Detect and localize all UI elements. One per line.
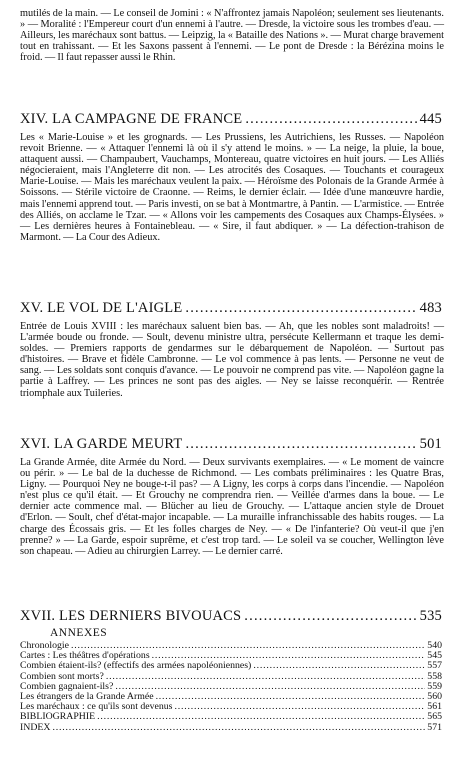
chapter-summary-xv: Entrée de Louis XVIII : les maréchaux saluent bien bas. — Ah, que les nobles sont maladroits! — L'armée boude ou fronde. — Soult, devenu ministre ultra, persécute Kellermann et traque les demi-soldes. — Premiers rapports de gendarmes sur le débarquement de Napoléon. — Surtout pas d'histoires. — Brave et fidèle Cambronne. — Le vol commence à pas lents. — Personne ne veut de sang. — Les soldats sont conquis d'avance. — Le pouvoir ne comprend pas vite. — Napoléon gagne la partie à Laffrey. — Les princes ne sont pas des aigles. — Ney se laisse reconquérir. — Rentrée triomphale aux Tuileries. [20, 321, 444, 399]
chapter-title: XV. LE VOL DE L'AIGLE [20, 300, 183, 316]
chapter-summary-xiv: Les « Marie-Louise » et les grognards. — Les Prussiens, les Autrichiens, les Russes. — Napoléon revoit Brienne. — « Attaquer l'ennemi là où il s'y attend le moins. » — La neige, la pluie, la boue, attaquent aussi. — Champaubert, Vauchamps, Montereau, quatre victoires en huit jours. — Les Alliés négocieraient, mais l'Angleterre dit non. — Les atrocités des Cosaques. — Touchants et courageux Marie-Louise. — Mais les maréchaux veulent la paix. — Héroïsme des Polonais de la Grande Armée à Soissons. — Stérile victoire de Craonne. — Reims, le dernier éclair. — Idée d'une manœuvre hardie, mais l'ennemi apprend tout. — Paris investi, on se bat à Montmartre, à Pantin. — L'armistice. — Entrée des Alliés, on acclame le Tzar. — « Allons voir les campements des Cosaques aux Champs-Élysées. » — Les dernières heures à Fontainebleau. — « Sire, il faut abdiquer. » — La défection-trahison de Marmont. — La Cour des Adieux. [20, 132, 444, 243]
annex-page-number: 565 [427, 711, 442, 723]
chapter-page-number: 535 [419, 608, 442, 624]
annex-entry-bibliographie [20, 712, 442, 722]
dot-leader [245, 111, 416, 128]
annex-label: Cartes : Les théâtres d'opérations [20, 650, 150, 662]
annexes-heading: ANNEXES [50, 627, 108, 639]
dot-leader [52, 723, 425, 733]
chapter-heading-xvi [20, 436, 442, 453]
dot-leader [185, 436, 416, 453]
annex-page-number: 545 [427, 650, 442, 662]
annex-label: INDEX [20, 721, 51, 733]
chapter-page-number: 445 [419, 111, 442, 127]
annex-label: Combien étaient-ils? (effectifs des armées napoléoniennes) [20, 660, 252, 672]
chapter-page-number: 501 [419, 436, 442, 452]
annex-page-number: 560 [427, 690, 442, 702]
annex-entry-index [20, 723, 442, 733]
dot-leader [115, 682, 425, 692]
annex-page-number: 561 [427, 701, 442, 713]
chapter-title: XIV. LA CAMPAGNE DE FRANCE [20, 111, 243, 127]
annex-label: Les étrangers de la Grande Armée [20, 690, 154, 702]
annex-label: BIBLIOGRAPHIE [20, 711, 96, 723]
annex-page-number: 540 [427, 640, 442, 651]
dot-leader [244, 608, 416, 625]
annex-page-number: 558 [427, 670, 442, 682]
chapter-title: XVII. LES DERNIERS BIVOUACS [20, 608, 242, 624]
dot-leader [185, 300, 416, 317]
annexes-list [20, 641, 442, 733]
dot-leader [253, 661, 425, 671]
chapter-page-number: 483 [419, 300, 442, 316]
annex-label: Chronologie [20, 640, 69, 651]
chapter-heading-xv [20, 300, 442, 317]
annex-page-number: 557 [427, 660, 442, 672]
chapter-title: XVI. LA GARDE MEURT [20, 436, 183, 452]
annex-label: Combien sont morts? [20, 670, 104, 682]
dot-leader [97, 712, 425, 722]
annex-label: Combien gagnaient-ils? [20, 680, 114, 692]
dot-leader [174, 702, 425, 712]
dot-leader [156, 692, 426, 702]
intro-paragraph: mutilés de la main. — Le conseil de Jomini : « N'affrontez jamais Napoléon; seulement ses lieutenants. » — Moralité : l'Empereur court d'un ennemi à l'autre. — Dresde, la victoire sous les trombes d'eau. — Ailleurs, les maréchaux sont battus. — Leipzig, la « Bataille des Nations ». — Murat charge bravement tout en trahissant. — Et les Saxons passent à l'ennemi. — Le pont de Dresde : la Bérézina moins le froid. — Il faut repasser aussi le Rhin. [20, 8, 444, 64]
dot-leader [106, 672, 425, 682]
annex-page-number: 571 [427, 721, 442, 733]
annex-label: Les maréchaux : ce qu'ils sont devenus [20, 701, 173, 713]
chapter-heading-xiv [20, 111, 442, 128]
chapter-heading-xvii [20, 608, 442, 625]
chapter-summary-xvi: La Grande Armée, dite Armée du Nord. — Deux survivants exemplaires. — « Le moment de vaincre ou périr. » — Le bal de la duchesse de Richmond. — Les combats préliminaires : les Quatre Bras, Ligny. — Pourquoi Ney ne bouge-t-il pas? — A Ligny, les corps à corps dans l'incendie. — Napoléon n'est plus ce qu'il était. — Et Grouchy ne comprendra rien. — Veillée d'armes dans la boue. — Le dernier acte commence mal. — Blücher au lieu de Grouchy. — L'attaque ancien style de Drouet d'Erlon. — Soult, chef d'état-major incapable. — La muraille infranchissable des habits rouges. — La charge des Écossais gris. — Et les folles charges de Ney. — « De l'infanterie? Où veut-il que j'en prenne? » — La Garde, espoir suprême, et c'est trop tard. — Le soleil va se coucher, Wellington lève son chapeau. — Adieu au chirurgien Larrey. — Le dernier carré. [20, 457, 444, 557]
annex-page-number: 559 [427, 680, 442, 692]
